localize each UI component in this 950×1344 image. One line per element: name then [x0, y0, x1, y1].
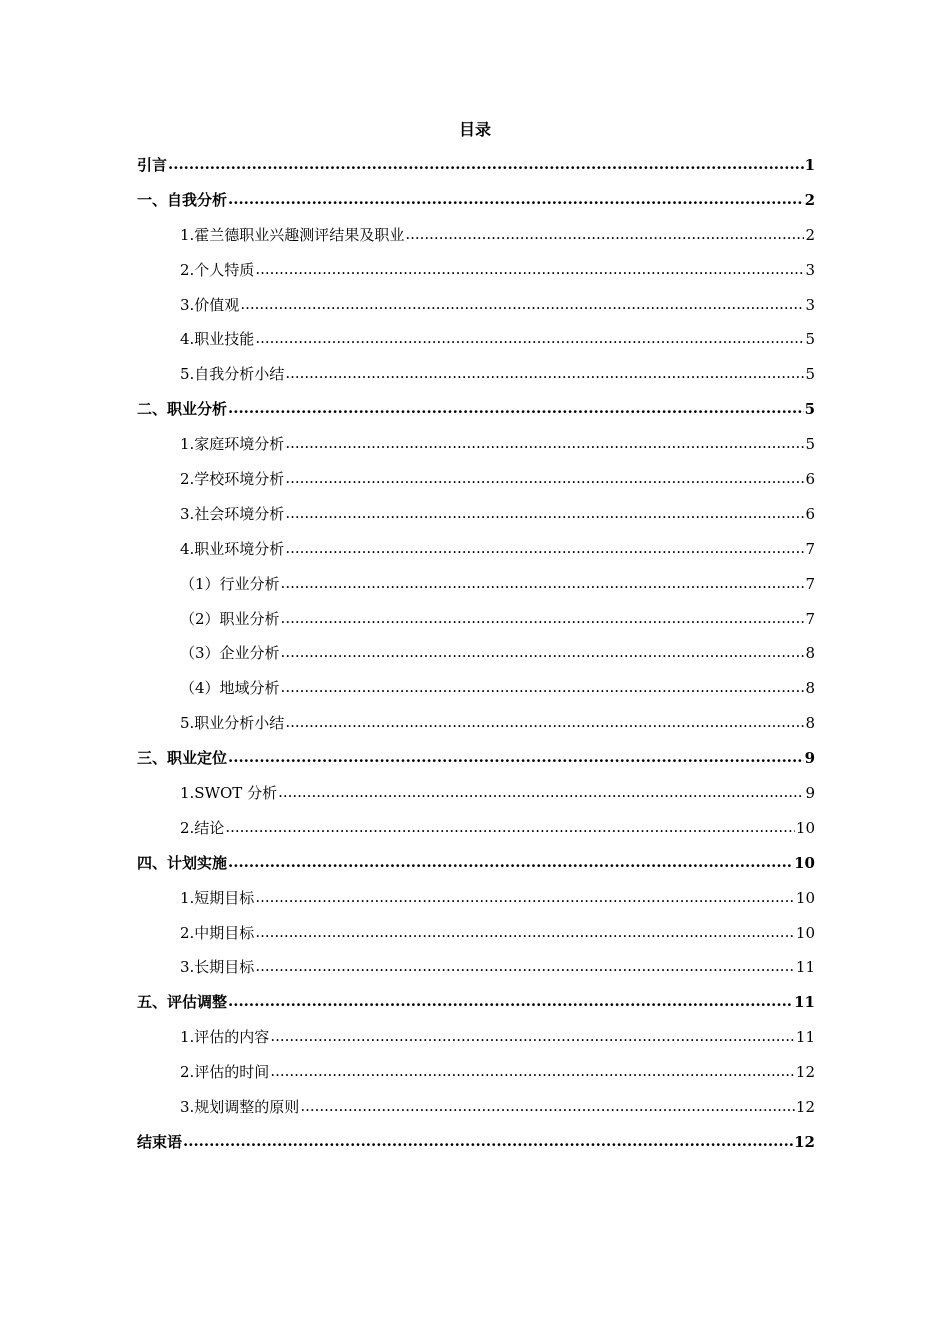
toc-dot-leader	[228, 984, 793, 1019]
toc-entry[interactable]	[137, 706, 815, 741]
toc-dot-leader	[240, 287, 804, 322]
toc-dot-leader	[281, 601, 805, 636]
toc-entry[interactable]	[137, 985, 815, 1020]
toc-dot-leader	[270, 1054, 795, 1089]
toc-entry[interactable]	[137, 1020, 815, 1055]
toc-entry-page: 12	[795, 1098, 815, 1117]
toc-entry[interactable]	[137, 1090, 815, 1125]
toc-entry-page: 11	[795, 1028, 815, 1047]
toc-entry[interactable]	[137, 392, 815, 427]
toc-dot-leader	[255, 321, 804, 356]
toc-entry-label: （1）行业分析	[180, 574, 280, 593]
toc-entry-label: 4.职业环境分析	[180, 539, 285, 558]
toc-entry-page: 10	[795, 923, 815, 942]
toc-entry-label: 1.家庭环境分析	[180, 435, 285, 454]
toc-entry-page: 7	[805, 574, 815, 593]
toc-entry-page: 3	[805, 260, 815, 279]
toc-entry-label: （4）地域分析	[180, 679, 280, 698]
toc-dot-leader	[285, 705, 804, 740]
toc-entry-label: 五、评估调整	[137, 993, 228, 1012]
toc-entry[interactable]	[137, 288, 815, 323]
toc-entry-page: 5	[805, 435, 815, 454]
toc-dot-leader	[228, 182, 804, 217]
toc-entry[interactable]	[137, 427, 815, 462]
toc-entry[interactable]	[137, 253, 815, 288]
toc-dot-leader	[225, 810, 795, 845]
toc-entry-label: 2.中期目标	[180, 923, 255, 942]
toc-entry[interactable]	[137, 846, 815, 881]
toc-entry-page: 6	[805, 504, 815, 523]
toc-entry[interactable]	[137, 1055, 815, 1090]
toc-entry[interactable]	[137, 916, 815, 951]
toc-dot-leader	[228, 740, 804, 775]
toc-entry-page: 12	[794, 1132, 815, 1151]
toc-entry[interactable]	[137, 532, 815, 567]
toc-entry-label: 3.社会环境分析	[180, 504, 285, 523]
toc-dot-leader	[285, 461, 804, 496]
toc-entry-label: 1.评估的内容	[180, 1028, 270, 1047]
toc-entry[interactable]	[137, 741, 815, 776]
toc-entry-label: 2.个人特质	[180, 260, 255, 279]
toc-entry-page: 12	[795, 1063, 815, 1082]
toc-entry-label: 2.评估的时间	[180, 1063, 270, 1082]
toc-entry[interactable]	[137, 322, 815, 357]
toc-entry-label: （2）职业分析	[180, 609, 280, 628]
toc-entry-label: 3.长期目标	[180, 958, 255, 977]
toc-entry-page: 10	[794, 853, 815, 872]
toc-entry-page: 7	[805, 609, 815, 628]
toc-entry-label: 结束语	[137, 1132, 183, 1151]
toc-entry-label: 二、职业分析	[137, 400, 228, 419]
toc-dot-leader	[270, 1019, 795, 1054]
toc-entry[interactable]	[137, 671, 815, 706]
toc-entry-page: 2	[805, 225, 815, 244]
toc-entry-page: 5	[805, 365, 815, 384]
toc-dot-leader	[278, 775, 804, 810]
toc-entry-page: 11	[795, 958, 815, 977]
toc-entry-label: 2.学校环境分析	[180, 470, 285, 489]
toc-entry[interactable]	[137, 183, 815, 218]
toc-entry-label: 引言	[137, 156, 168, 174]
toc-dot-leader	[255, 880, 795, 915]
toc-entry-page: 5	[804, 400, 815, 419]
toc-entry-label: 1.SWOT 分析	[180, 784, 278, 803]
toc-entry-label: 3.规划调整的原则	[180, 1098, 300, 1117]
toc-entry-label: 三、职业定位	[137, 749, 228, 768]
toc-dot-leader	[228, 845, 793, 880]
toc-entry[interactable]	[137, 811, 815, 846]
toc-entry-label: 2.结论	[180, 818, 225, 837]
toc-entry[interactable]	[137, 567, 815, 602]
toc-entry-page: 7	[805, 539, 815, 558]
toc-dot-leader	[285, 426, 804, 461]
toc-entry[interactable]	[137, 462, 815, 497]
toc-entry-page: 10	[795, 888, 815, 907]
toc-list	[137, 148, 815, 1160]
toc-entry[interactable]	[137, 497, 815, 532]
toc-entry-page: 6	[805, 470, 815, 489]
toc-dot-leader	[183, 1124, 793, 1159]
toc-entry-page: 5	[805, 330, 815, 349]
toc-entry-label: 3.价值观	[180, 295, 240, 314]
toc-entry-page: 10	[795, 818, 815, 837]
toc-entry-page: 11	[794, 993, 815, 1012]
toc-entry-page: 8	[805, 679, 815, 698]
toc-entry-label: 5.职业分析小结	[180, 714, 285, 733]
toc-entry-page: 9	[804, 749, 815, 768]
toc-dot-leader	[281, 670, 805, 705]
toc-entry[interactable]	[137, 881, 815, 916]
toc-entry[interactable]	[137, 602, 815, 637]
toc-entry[interactable]	[137, 636, 815, 671]
toc-dot-leader	[281, 635, 805, 670]
toc-entry[interactable]	[137, 776, 815, 811]
toc-entry-page: 8	[805, 644, 815, 663]
toc-entry-label: 5.自我分析小结	[180, 365, 285, 384]
toc-entry[interactable]	[137, 357, 815, 392]
toc-entry-page: 2	[804, 190, 815, 209]
toc-entry[interactable]	[137, 950, 815, 985]
toc-entry-label: 1.霍兰德职业兴趣测评结果及职业	[180, 225, 405, 244]
toc-dot-leader	[255, 949, 795, 984]
toc-entry[interactable]	[137, 148, 815, 183]
toc-dot-leader	[285, 356, 804, 391]
toc-entry-page: 9	[805, 784, 815, 803]
toc-entry-label: 1.短期目标	[180, 888, 255, 907]
toc-dot-leader	[281, 566, 805, 601]
toc-dot-leader	[285, 531, 804, 566]
toc-title: 目录	[458, 120, 491, 139]
toc-dot-leader	[300, 1089, 795, 1124]
toc-entry-page: 1	[804, 156, 815, 174]
toc-entry[interactable]	[137, 218, 815, 253]
toc-entry[interactable]	[137, 1125, 815, 1160]
toc-entry-label: 四、计划实施	[137, 853, 228, 872]
toc-entry-page: 3	[805, 295, 815, 314]
toc-dot-leader	[255, 252, 804, 287]
toc-entry-page: 8	[805, 714, 815, 733]
toc-dot-leader	[168, 147, 804, 182]
toc-dot-leader	[405, 217, 804, 252]
toc-dot-leader	[285, 496, 804, 531]
toc-entry-label: 4.职业技能	[180, 330, 255, 349]
toc-dot-leader	[255, 915, 795, 950]
toc-entry-label: 一、自我分析	[137, 190, 228, 209]
toc-entry-label: （3）企业分析	[180, 644, 280, 663]
toc-dot-leader	[228, 391, 804, 426]
